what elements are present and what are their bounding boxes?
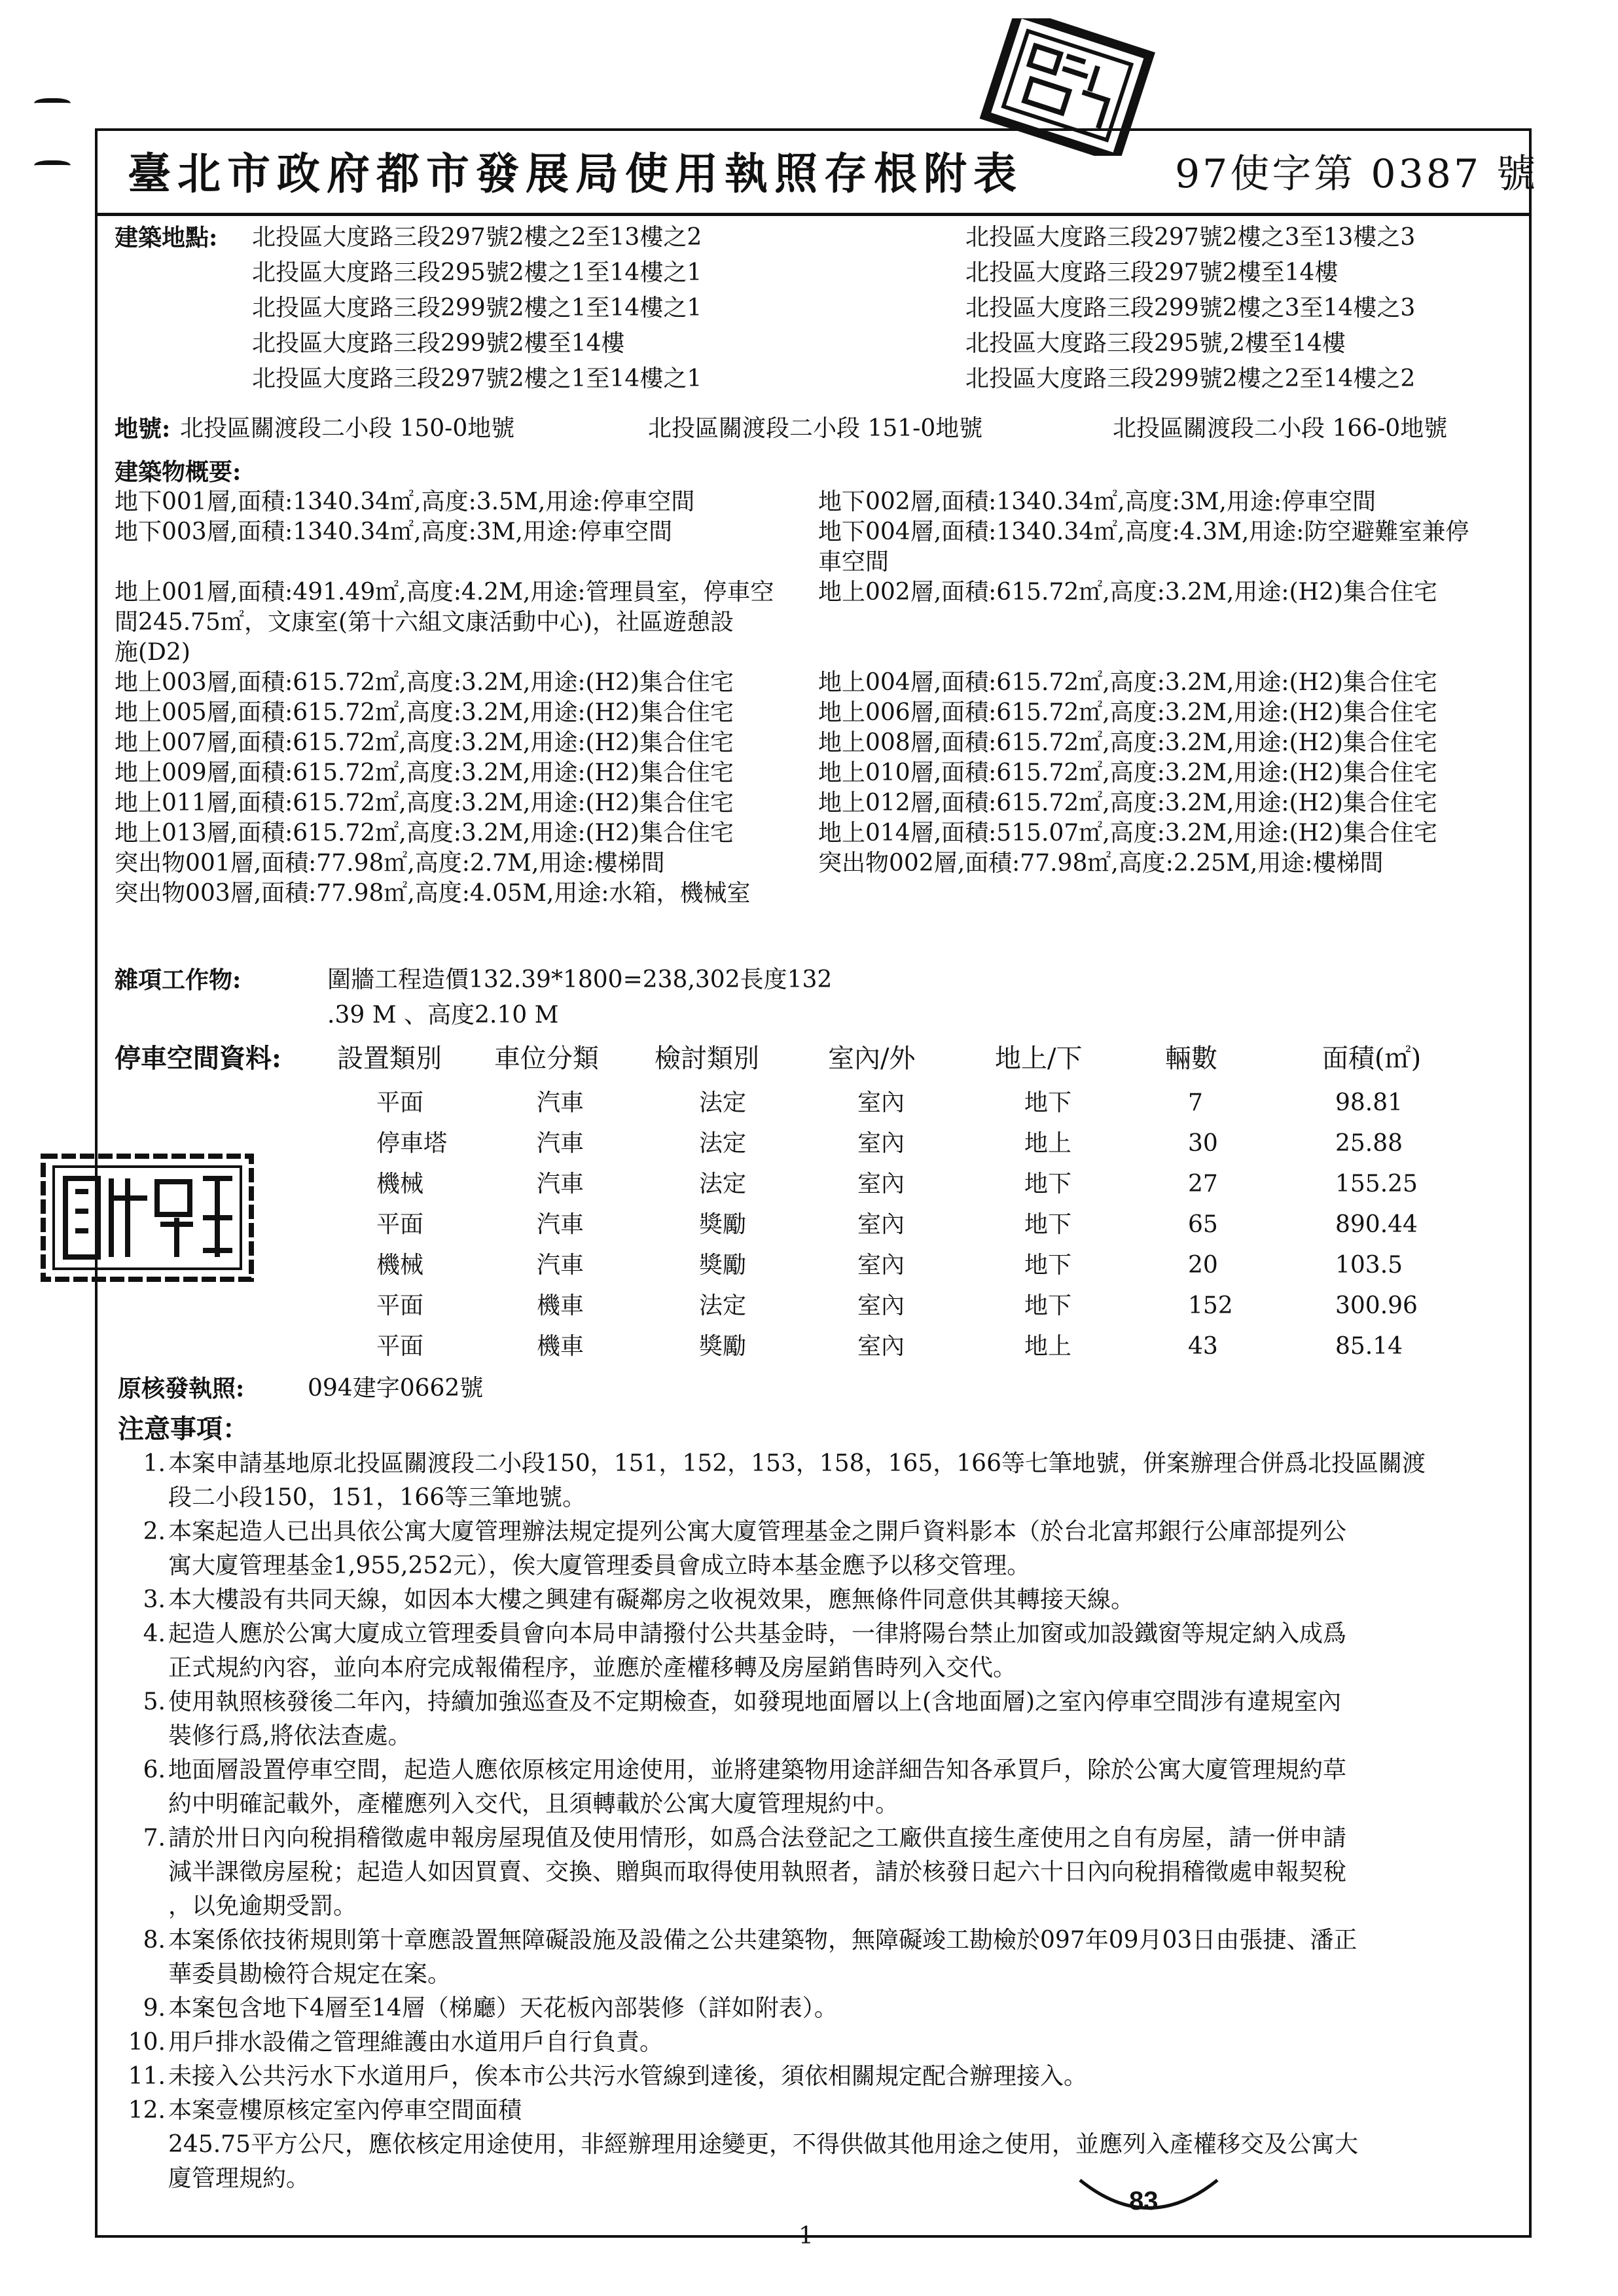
floor-line: 地上006層,面積:615.72㎡,高度:3.2M,用途:(H2)集合住宅 bbox=[818, 699, 1437, 726]
note-number: 4. bbox=[143, 1620, 166, 1647]
note-line: 本大樓設有共同天線，如因本大樓之興建有礙鄰房之收視效果，應無條件同意供其轉接天線。 bbox=[168, 1586, 1135, 1613]
note-text bbox=[168, 1821, 1346, 1923]
note-text bbox=[168, 1617, 1346, 1685]
parking-cell: 地下 bbox=[1024, 1252, 1072, 1279]
building-floor-row bbox=[115, 758, 1522, 788]
note-line: 地面層設置停車空間，起造人應依原核定用途使用，並將建築物用途詳細告知各承買戶，除於公寓大廈管理規約草 bbox=[168, 1757, 1347, 1783]
floor-line: 突出物002層,面積:77.98㎡,高度:2.25M,用途:樓梯間 bbox=[818, 850, 1384, 877]
floor-line: 突出物003層,面積:77.98㎡,高度:4.05M,用途:水箱，機械室 bbox=[115, 880, 751, 907]
note-item bbox=[128, 1821, 1525, 1923]
parking-cell: 法定 bbox=[699, 1171, 747, 1197]
note-text bbox=[168, 1515, 1346, 1583]
note-number: 8. bbox=[143, 1927, 166, 1954]
building-floor-row bbox=[115, 728, 1522, 758]
note-item bbox=[128, 1923, 1525, 1992]
address-line: 北投區大度路三段297號2樓之3至13樓之3 bbox=[965, 224, 1416, 251]
note-text bbox=[168, 2060, 1087, 2094]
floor-line: 地上008層,面積:615.72㎡,高度:3.2M,用途:(H2)集合住宅 bbox=[818, 729, 1437, 756]
parking-cell: 室內 bbox=[857, 1171, 905, 1197]
building-floor-row bbox=[115, 487, 1522, 517]
note-text bbox=[168, 1685, 1341, 1753]
note-item bbox=[128, 2060, 1525, 2094]
parking-label: 停車空間資料: bbox=[115, 1043, 281, 1074]
header-rule bbox=[95, 213, 1532, 216]
site-addresses-right bbox=[965, 220, 1415, 397]
floor-right bbox=[818, 517, 1522, 577]
parking-cell: 地下 bbox=[1024, 1211, 1072, 1238]
parking-cell: 地下 bbox=[1024, 1292, 1072, 1319]
parking-cell: 機車 bbox=[537, 1292, 584, 1319]
misc-details bbox=[327, 962, 832, 1033]
parking-header-cell: 設置類別 bbox=[337, 1044, 442, 1074]
note-item bbox=[128, 1583, 1525, 1617]
floor-left bbox=[115, 487, 818, 517]
floor-left bbox=[115, 728, 818, 758]
note-line: 245.75平方公尺，應依核定用途使用，非經辦理用途變更，不得供做其他用途之使用，並應列入產權移交及公寓大 bbox=[168, 2131, 1358, 2158]
note-line: 本案係依技術規則第十章應設置無障礙設施及設備之公共建築物，無障礙竣工勘檢於097年09月03日由張捷、潘正 bbox=[168, 1927, 1357, 1954]
floor-left bbox=[115, 698, 818, 728]
parking-cell: 室內 bbox=[857, 1333, 905, 1360]
address-line: 北投區大度路三段297號2樓之1至14樓之1 bbox=[252, 365, 702, 392]
note-text bbox=[168, 1447, 1426, 1515]
note-line: 寓大廈管理基金1,955,252元），俟大廈管理委員會成立時本基金應予以移交管理。 bbox=[168, 1552, 1031, 1579]
floor-line: 地上002層,面積:615.72㎡,高度:3.2M,用途:(H2)集合住宅 bbox=[818, 579, 1437, 606]
note-number: 9. bbox=[143, 1995, 166, 2022]
parking-cell: 20 bbox=[1188, 1252, 1218, 1279]
parking-header-cell: 檢討類別 bbox=[655, 1044, 759, 1074]
floor-line: 地上009層,面積:615.72㎡,高度:3.2M,用途:(H2)集合住宅 bbox=[115, 759, 734, 786]
page-number: 1 bbox=[799, 2223, 814, 2250]
parking-cell: 平面 bbox=[376, 1089, 424, 1116]
note-line: 裝修行爲,將依法查處。 bbox=[168, 1722, 412, 1749]
parking-cell: 103.5 bbox=[1335, 1252, 1403, 1279]
original-permit-value: 094建字0662號 bbox=[308, 1375, 484, 1402]
note-line: 起造人應於公寓大廈成立管理委員會向本局申請撥付公共基金時，一律將陽台禁止加窗或加設鐵窗等規定納入成爲 bbox=[168, 1620, 1347, 1647]
lot-number: 北投區關渡段二小段 151-0地號 bbox=[648, 415, 983, 442]
note-line: 本案包含地下4層至14層（梯廳）天花板內部裝修（詳如附表）。 bbox=[168, 1995, 838, 2022]
parking-cell: 地上 bbox=[1024, 1130, 1072, 1157]
floor-right bbox=[818, 818, 1522, 848]
floor-line: 地下003層,面積:1340.34㎡,高度:3M,用途:停車空間 bbox=[115, 519, 673, 545]
margin-mark bbox=[34, 98, 71, 111]
parking-cell: 機械 bbox=[376, 1252, 424, 1279]
building-summary bbox=[115, 487, 1522, 909]
floor-right bbox=[818, 758, 1522, 788]
site-label: 建築地點: bbox=[115, 224, 218, 251]
parking-cell: 300.96 bbox=[1335, 1292, 1418, 1319]
note-item bbox=[128, 2026, 1525, 2060]
building-floor-row bbox=[115, 848, 1522, 879]
parking-cell: 獎勵 bbox=[699, 1333, 747, 1360]
misc-line: .39 M 、高度2.10 M bbox=[327, 1002, 559, 1029]
floor-line: 地上007層,面積:615.72㎡,高度:3.2M,用途:(H2)集合住宅 bbox=[115, 729, 734, 756]
parking-cell: 43 bbox=[1188, 1333, 1218, 1360]
parking-cell: 法定 bbox=[699, 1292, 747, 1319]
parking-cell: 平面 bbox=[376, 1292, 424, 1319]
note-line: 本案起造人已出具依公寓大廈管理辦法規定提列公寓大廈管理基金之開戶資料影本（於台北富邦銀行公庫部提列公 bbox=[168, 1518, 1347, 1545]
parking-header-cell: 地上/下 bbox=[995, 1044, 1083, 1074]
note-number: 3. bbox=[143, 1586, 166, 1613]
building-floor-row bbox=[115, 668, 1522, 698]
note-line: 正式規約內容，並向本府完成報備程序，並應於產權移轉及房屋銷售時列入交代。 bbox=[168, 1654, 1017, 1681]
misc-line: 圍牆工程造價132.39*1800=238,302長度132 bbox=[327, 966, 833, 993]
note-line: 使用執照核發後二年內，持續加強巡查及不定期檢查，如發現地面層以上(含地面層)之室內停車空間涉有違規室內 bbox=[168, 1688, 1342, 1715]
parking-header-cell: 面積(㎡) bbox=[1322, 1044, 1422, 1074]
lot-number: 北投區關渡段二小段 166-0地號 bbox=[1113, 415, 1448, 442]
floor-line: 地上010層,面積:615.72㎡,高度:3.2M,用途:(H2)集合住宅 bbox=[818, 759, 1437, 786]
parking-cell: 汽車 bbox=[537, 1252, 584, 1279]
parking-cell: 汽車 bbox=[537, 1211, 584, 1238]
building-label: 建築物概要: bbox=[115, 458, 242, 486]
address-line: 北投區大度路三段297號2樓之2至13樓之2 bbox=[252, 224, 702, 251]
parking-cell: 獎勵 bbox=[699, 1252, 747, 1279]
parking-cell: 室內 bbox=[857, 1211, 905, 1238]
note-line: 請於卅日內向稅捐稽徵處申報房屋現值及使用情形，如爲合法登記之工廠供直接生產使用之自有房屋，請一併申請 bbox=[168, 1825, 1347, 1851]
parking-cell: 汽車 bbox=[537, 1171, 584, 1197]
parking-cell: 法定 bbox=[699, 1130, 747, 1157]
parking-cell: 獎勵 bbox=[699, 1211, 747, 1238]
parking-cell: 室內 bbox=[857, 1089, 905, 1116]
parking-header-cell: 輛數 bbox=[1165, 1044, 1217, 1074]
parking-cell: 65 bbox=[1188, 1211, 1218, 1238]
official-seal-top-icon bbox=[959, 18, 1175, 156]
floor-right bbox=[818, 487, 1522, 517]
parking-cell: 25.88 bbox=[1335, 1130, 1403, 1157]
misc-label: 雜項工作物: bbox=[115, 966, 242, 994]
notes-label: 注意事項： bbox=[118, 1413, 249, 1444]
parking-header-cell: 室內/外 bbox=[828, 1044, 916, 1074]
note-line: 未接入公共污水下水道用戶，俟本市公共污水管線到達後，須依相關規定配合辦理接入。 bbox=[168, 2063, 1088, 2090]
floor-right bbox=[818, 698, 1522, 728]
parking-cell: 30 bbox=[1188, 1130, 1218, 1157]
floor-left bbox=[115, 758, 818, 788]
floor-left bbox=[115, 879, 818, 909]
note-text bbox=[168, 1923, 1357, 1992]
floor-line: 地上004層,面積:615.72㎡,高度:3.2M,用途:(H2)集合住宅 bbox=[818, 669, 1437, 696]
parking-cell: 地上 bbox=[1024, 1333, 1072, 1360]
floor-line: 地下004層,面積:1340.34㎡,高度:4.3M,用途:防空避難室兼停 bbox=[818, 519, 1469, 545]
building-floor-row bbox=[115, 818, 1522, 848]
address-line: 北投區大度路三段299號2樓之1至14樓之1 bbox=[252, 295, 702, 321]
floor-left bbox=[115, 848, 818, 879]
floor-line: 地上001層,面積:491.49㎡,高度:4.2M,用途:管理員室，停車空 bbox=[115, 579, 774, 606]
site-addresses-left bbox=[252, 220, 702, 397]
lot-label: 地號: bbox=[115, 415, 171, 443]
floor-line: 地上005層,面積:615.72㎡,高度:3.2M,用途:(H2)集合住宅 bbox=[115, 699, 734, 726]
note-item bbox=[128, 1753, 1525, 1821]
note-line: 廈管理規約。 bbox=[168, 2165, 310, 2192]
note-number: 12. bbox=[128, 2097, 166, 2124]
official-seal-left-icon bbox=[39, 1152, 255, 1283]
floor-left bbox=[115, 517, 818, 577]
note-number: 10. bbox=[128, 2029, 166, 2056]
note-line: 華委員勘檢符合規定在案。 bbox=[168, 1961, 452, 1988]
parking-cell: 地下 bbox=[1024, 1089, 1072, 1116]
address-line: 北投區大度路三段299號2樓之2至14樓之2 bbox=[965, 365, 1416, 392]
parking-cell: 152 bbox=[1188, 1292, 1233, 1319]
address-line: 北投區大度路三段295號,2樓至14樓 bbox=[965, 330, 1346, 357]
address-line: 北投區大度路三段297號2樓至14樓 bbox=[965, 259, 1339, 286]
parking-header-cell: 車位分類 bbox=[494, 1044, 599, 1074]
parking-cell: 平面 bbox=[376, 1211, 424, 1238]
note-number: 11. bbox=[128, 2063, 166, 2090]
note-line: 減半課徵房屋稅；起造人如因買賣、交換、贈與而取得使用執照者，請於核發日起六十日內向稅捐稽徵處申報契稅 bbox=[168, 1859, 1347, 1886]
note-number: 2. bbox=[143, 1518, 166, 1545]
floor-left bbox=[115, 818, 818, 848]
floor-right bbox=[818, 577, 1522, 668]
parking-cell: 85.14 bbox=[1335, 1333, 1403, 1360]
note-line: ，以免逾期受罰。 bbox=[168, 1893, 357, 1920]
address-line: 北投區大度路三段295號2樓之1至14樓之1 bbox=[252, 259, 702, 286]
parking-cell: 汽車 bbox=[537, 1130, 584, 1157]
floor-right bbox=[818, 879, 1522, 909]
margin-mark bbox=[34, 160, 71, 173]
note-number: 5. bbox=[143, 1688, 166, 1715]
floor-right bbox=[818, 848, 1522, 879]
parking-cell: 室內 bbox=[857, 1130, 905, 1157]
note-text bbox=[168, 2026, 663, 2060]
note-number: 6. bbox=[143, 1757, 166, 1783]
floor-line: 施(D2) bbox=[115, 639, 190, 666]
floor-right bbox=[818, 728, 1522, 758]
parking-cell: 地下 bbox=[1024, 1171, 1072, 1197]
parking-cell: 155.25 bbox=[1335, 1171, 1418, 1197]
note-item bbox=[128, 1447, 1525, 1515]
floor-left bbox=[115, 668, 818, 698]
parking-cell: 法定 bbox=[699, 1089, 747, 1116]
building-floor-row bbox=[115, 698, 1522, 728]
note-item bbox=[128, 1515, 1525, 1583]
floor-line: 間245.75㎡，文康室(第十六組文康活動中心)，社區遊憩設 bbox=[115, 609, 734, 636]
permit-number: 97使字第 0387 號 bbox=[1175, 151, 1539, 197]
note-item bbox=[128, 1685, 1525, 1753]
parking-cell: 室內 bbox=[857, 1252, 905, 1279]
building-floor-row bbox=[115, 577, 1522, 668]
parking-cell: 機械 bbox=[376, 1171, 424, 1197]
page-stamp-icon bbox=[1073, 2174, 1224, 2232]
parking-cell: 室內 bbox=[857, 1292, 905, 1319]
note-line: 約中明確記載外，產權應列入交代，且須轉載於公寓大廈管理規約中。 bbox=[168, 1791, 899, 1817]
floor-line: 地下001層,面積:1340.34㎡,高度:3.5M,用途:停車空間 bbox=[115, 488, 695, 515]
address-line: 北投區大度路三段299號2樓之3至14樓之3 bbox=[965, 295, 1416, 321]
notes-list bbox=[128, 1447, 1525, 2196]
floor-right bbox=[818, 788, 1522, 818]
note-text bbox=[168, 1992, 838, 2026]
floor-line: 地上003層,面積:615.72㎡,高度:3.2M,用途:(H2)集合住宅 bbox=[115, 669, 734, 696]
floor-line: 地上012層,面積:615.72㎡,高度:3.2M,用途:(H2)集合住宅 bbox=[818, 790, 1437, 816]
building-floor-row bbox=[115, 879, 1522, 909]
building-floor-row bbox=[115, 788, 1522, 818]
document-title: 臺北市政府都市發展局使用執照存根附表 bbox=[128, 148, 1023, 199]
floor-line: 車空間 bbox=[818, 549, 890, 575]
floor-line: 地上011層,面積:615.72㎡,高度:3.2M,用途:(H2)集合住宅 bbox=[115, 790, 734, 816]
svg-text:83: 83 bbox=[1129, 2187, 1159, 2215]
lot-number: 北投區關渡段二小段 150-0地號 bbox=[180, 415, 515, 442]
note-item bbox=[128, 2094, 1525, 2196]
note-number: 7. bbox=[143, 1825, 166, 1851]
note-number: 1. bbox=[143, 1450, 166, 1477]
note-line: 本案申請基地原北投區關渡段二小段150，151，152，153，158，165，166等七筆地號，併案辦理合併爲北投區關渡 bbox=[168, 1450, 1426, 1477]
note-item bbox=[128, 1992, 1525, 2026]
note-line: 本案壹樓原核定室內停車空間面積 bbox=[168, 2097, 522, 2124]
floor-left bbox=[115, 788, 818, 818]
parking-cell: 汽車 bbox=[537, 1089, 584, 1116]
floor-line: 突出物001層,面積:77.98㎡,高度:2.7M,用途:樓梯間 bbox=[115, 850, 665, 877]
floor-line: 地下002層,面積:1340.34㎡,高度:3M,用途:停車空間 bbox=[818, 488, 1376, 515]
parking-cell: 27 bbox=[1188, 1171, 1218, 1197]
note-line: 段二小段150，151，166等三筆地號。 bbox=[168, 1484, 586, 1511]
building-floor-row bbox=[115, 517, 1522, 577]
parking-cell: 平面 bbox=[376, 1333, 424, 1360]
parking-cell: 機車 bbox=[537, 1333, 584, 1360]
note-item bbox=[128, 1617, 1525, 1685]
note-text bbox=[168, 1583, 1134, 1617]
parking-cell: 7 bbox=[1188, 1089, 1203, 1116]
floor-line: 地上014層,面積:515.07㎡,高度:3.2M,用途:(H2)集合住宅 bbox=[818, 820, 1437, 847]
note-line: 用戶排水設備之管理維護由水道用戶自行負責。 bbox=[168, 2029, 664, 2056]
note-text bbox=[168, 1753, 1346, 1821]
parking-cell: 98.81 bbox=[1335, 1089, 1403, 1116]
floor-right bbox=[818, 668, 1522, 698]
parking-cell: 停車塔 bbox=[376, 1130, 448, 1157]
floor-line: 地上013層,面積:615.72㎡,高度:3.2M,用途:(H2)集合住宅 bbox=[115, 820, 734, 847]
floor-left bbox=[115, 577, 818, 668]
address-line: 北投區大度路三段299號2樓至14樓 bbox=[252, 330, 625, 357]
parking-cell: 890.44 bbox=[1335, 1211, 1418, 1238]
original-permit-label: 原核發執照: bbox=[118, 1375, 245, 1402]
